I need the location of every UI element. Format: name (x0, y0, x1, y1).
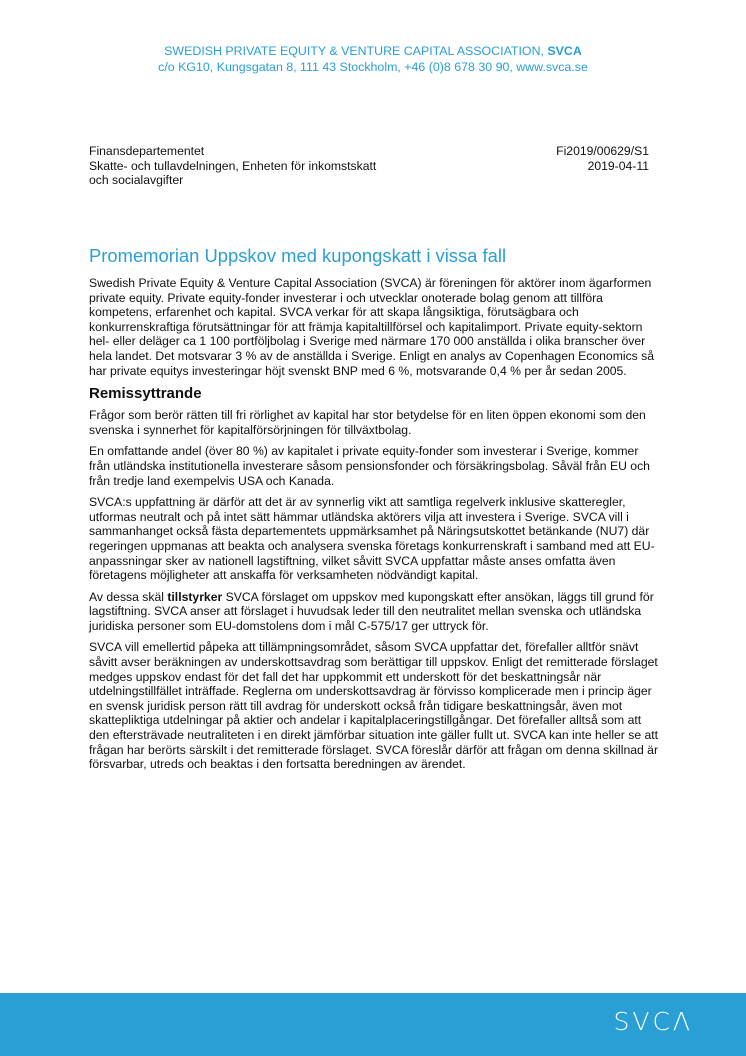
reference-number: Fi2019/00629/S1 (556, 144, 649, 158)
paragraph-4-post: SVCA förslaget om uppskov med kupongskatt efter ansökan, läggs till grund för lagstiftning. SVCA anser att förslaget i huvudsak leder till den neutralitet mellan svenska och utländska juridiska personer som EU-domstolens dom i mål C-575/17 ger uttryck för. (89, 589, 654, 633)
paragraph-4 (89, 590, 661, 634)
paragraph-4-pre: Av dessa skäl (89, 589, 168, 604)
org-abbr: SVCA (547, 44, 582, 58)
recipient-unit: Skatte- och tullavdelningen, Enheten för inkomstskatt och socialavgifter (89, 158, 377, 187)
paragraph-5: SVCA vill emellertid påpeka att tillämpningsområdet, såsom SVCA uppfattar det, förefaller alltför snävt såvitt avser beräkningen av underskottsavdrag som berättigar till uppskov. Enligt det remitterade förslaget medges uppskov endast för det fall det har uppkommit ett underskott för det beskattningsår när utdelningstillfället inträffade. Reglerna om underskottsavdrag är förvisso komplicerade men i princip äger en svensk juridisk person rätt till avdrag för underskott också från tidigare beskattningsår, även mot skattepliktiga utdelningar på aktier och andelar i kapitalplaceringstillgångar. Det förefaller alltså som att den eftersträvade neutraliteten i en direkt jämförbar situation inte gäller fullt ut. SVCA kan inte heller se att frågan har berörts särskilt i det remitterade förslaget. SVCA föreslår därför att frågan om denna skillnad är försvarbar, utreds och beaktas i den fortsatta beredningen av ärendet. (89, 640, 659, 772)
recipient-department: Finansdepartementet (89, 144, 205, 158)
recipient-block (89, 144, 389, 188)
reference-block (556, 144, 649, 173)
document-date: 2019-04-11 (587, 158, 649, 173)
paragraph-1: Frågor som berör rätten till fri rörlighet av kapital har stor betydelse för en liten öppen ekonomi som den svenska i synnerhet för kapitalförsörjningen för tillväxtbolag. (89, 408, 646, 437)
org-line (0, 43, 746, 59)
paragraph-3: SVCA:s uppfattning är därför att det är av synnerlig vikt att samtliga regelverk inklusive skatteregler, utformas neutralt och på intet sätt hämmar utländska aktörers vilja att investera i Sverige. SVCA vill i sammanhanget också fästa departementets uppmärksamhet på Näringsutskottet betänkande (NU7) där regeringen uppmanas att beakta och analysera svenska företags konkurrenskraft i samband med att EU-anpassningar sker av nationell lagstiftning, vilket såvitt SVCA uppfattar måste anses omfatta även företagens möjligheter att anskaffa för verksamheten nödvändigt kapital. (89, 495, 655, 583)
org-name: SWEDISH PRIVATE EQUITY & VENTURE CAPITAL ASSOCIATION, (164, 44, 548, 58)
org-address: c/o KG10, Kungsgatan 8, 111 43 Stockholm, +46 (0)8 678 30 90, www.svca.se (158, 60, 588, 74)
paragraph-2: En omfattande andel (över 80 %) av kapitalet i private equity-fonder som investerar i Sverige, kommer från utländska institutionella investerare såsom pensionsfonder och försäkringsbolag. Såväl från EU och från tredje land exempelvis USA och Kanada. (89, 444, 650, 488)
letterhead (0, 43, 746, 75)
intro-paragraph: Swedish Private Equity & Venture Capital Association (SVCA) är föreningen för aktörer inom ägarformen private equity. Private equity-fonder investerar i och utvecklar onoterade bolag genom att tillföra kompetens, erfarenhet och kapital. SVCA verkar för att skapa långsiktiga, förutsägbara och konkurrenskraftiga förutsättningar för att främja kapitaltillförsel och kapitalimport. Private equity-sektorn hel- eller deläger ca 1 100 portföljbolag i Sverige med närmare 170 000 anställda i olika branscher över hela landet. Det motsvarar 3 % av de anställda i Sverige. Enligt en analys av Copenhagen Economics så har private equitys investeringar höjt svenskt BNP med 6 %, motsvarande 0,4 % per år sedan 2005. (89, 276, 655, 378)
footer-band (0, 993, 746, 1056)
paragraph-4-emphasis: tillstyrker (167, 589, 223, 604)
document-body (89, 276, 661, 779)
section-heading: Remissyttrande (89, 385, 202, 403)
document-title: Promemorian Uppskov med kupongskatt i vissa fall (89, 245, 507, 266)
svca-logo: SVCΛ (613, 1007, 693, 1036)
